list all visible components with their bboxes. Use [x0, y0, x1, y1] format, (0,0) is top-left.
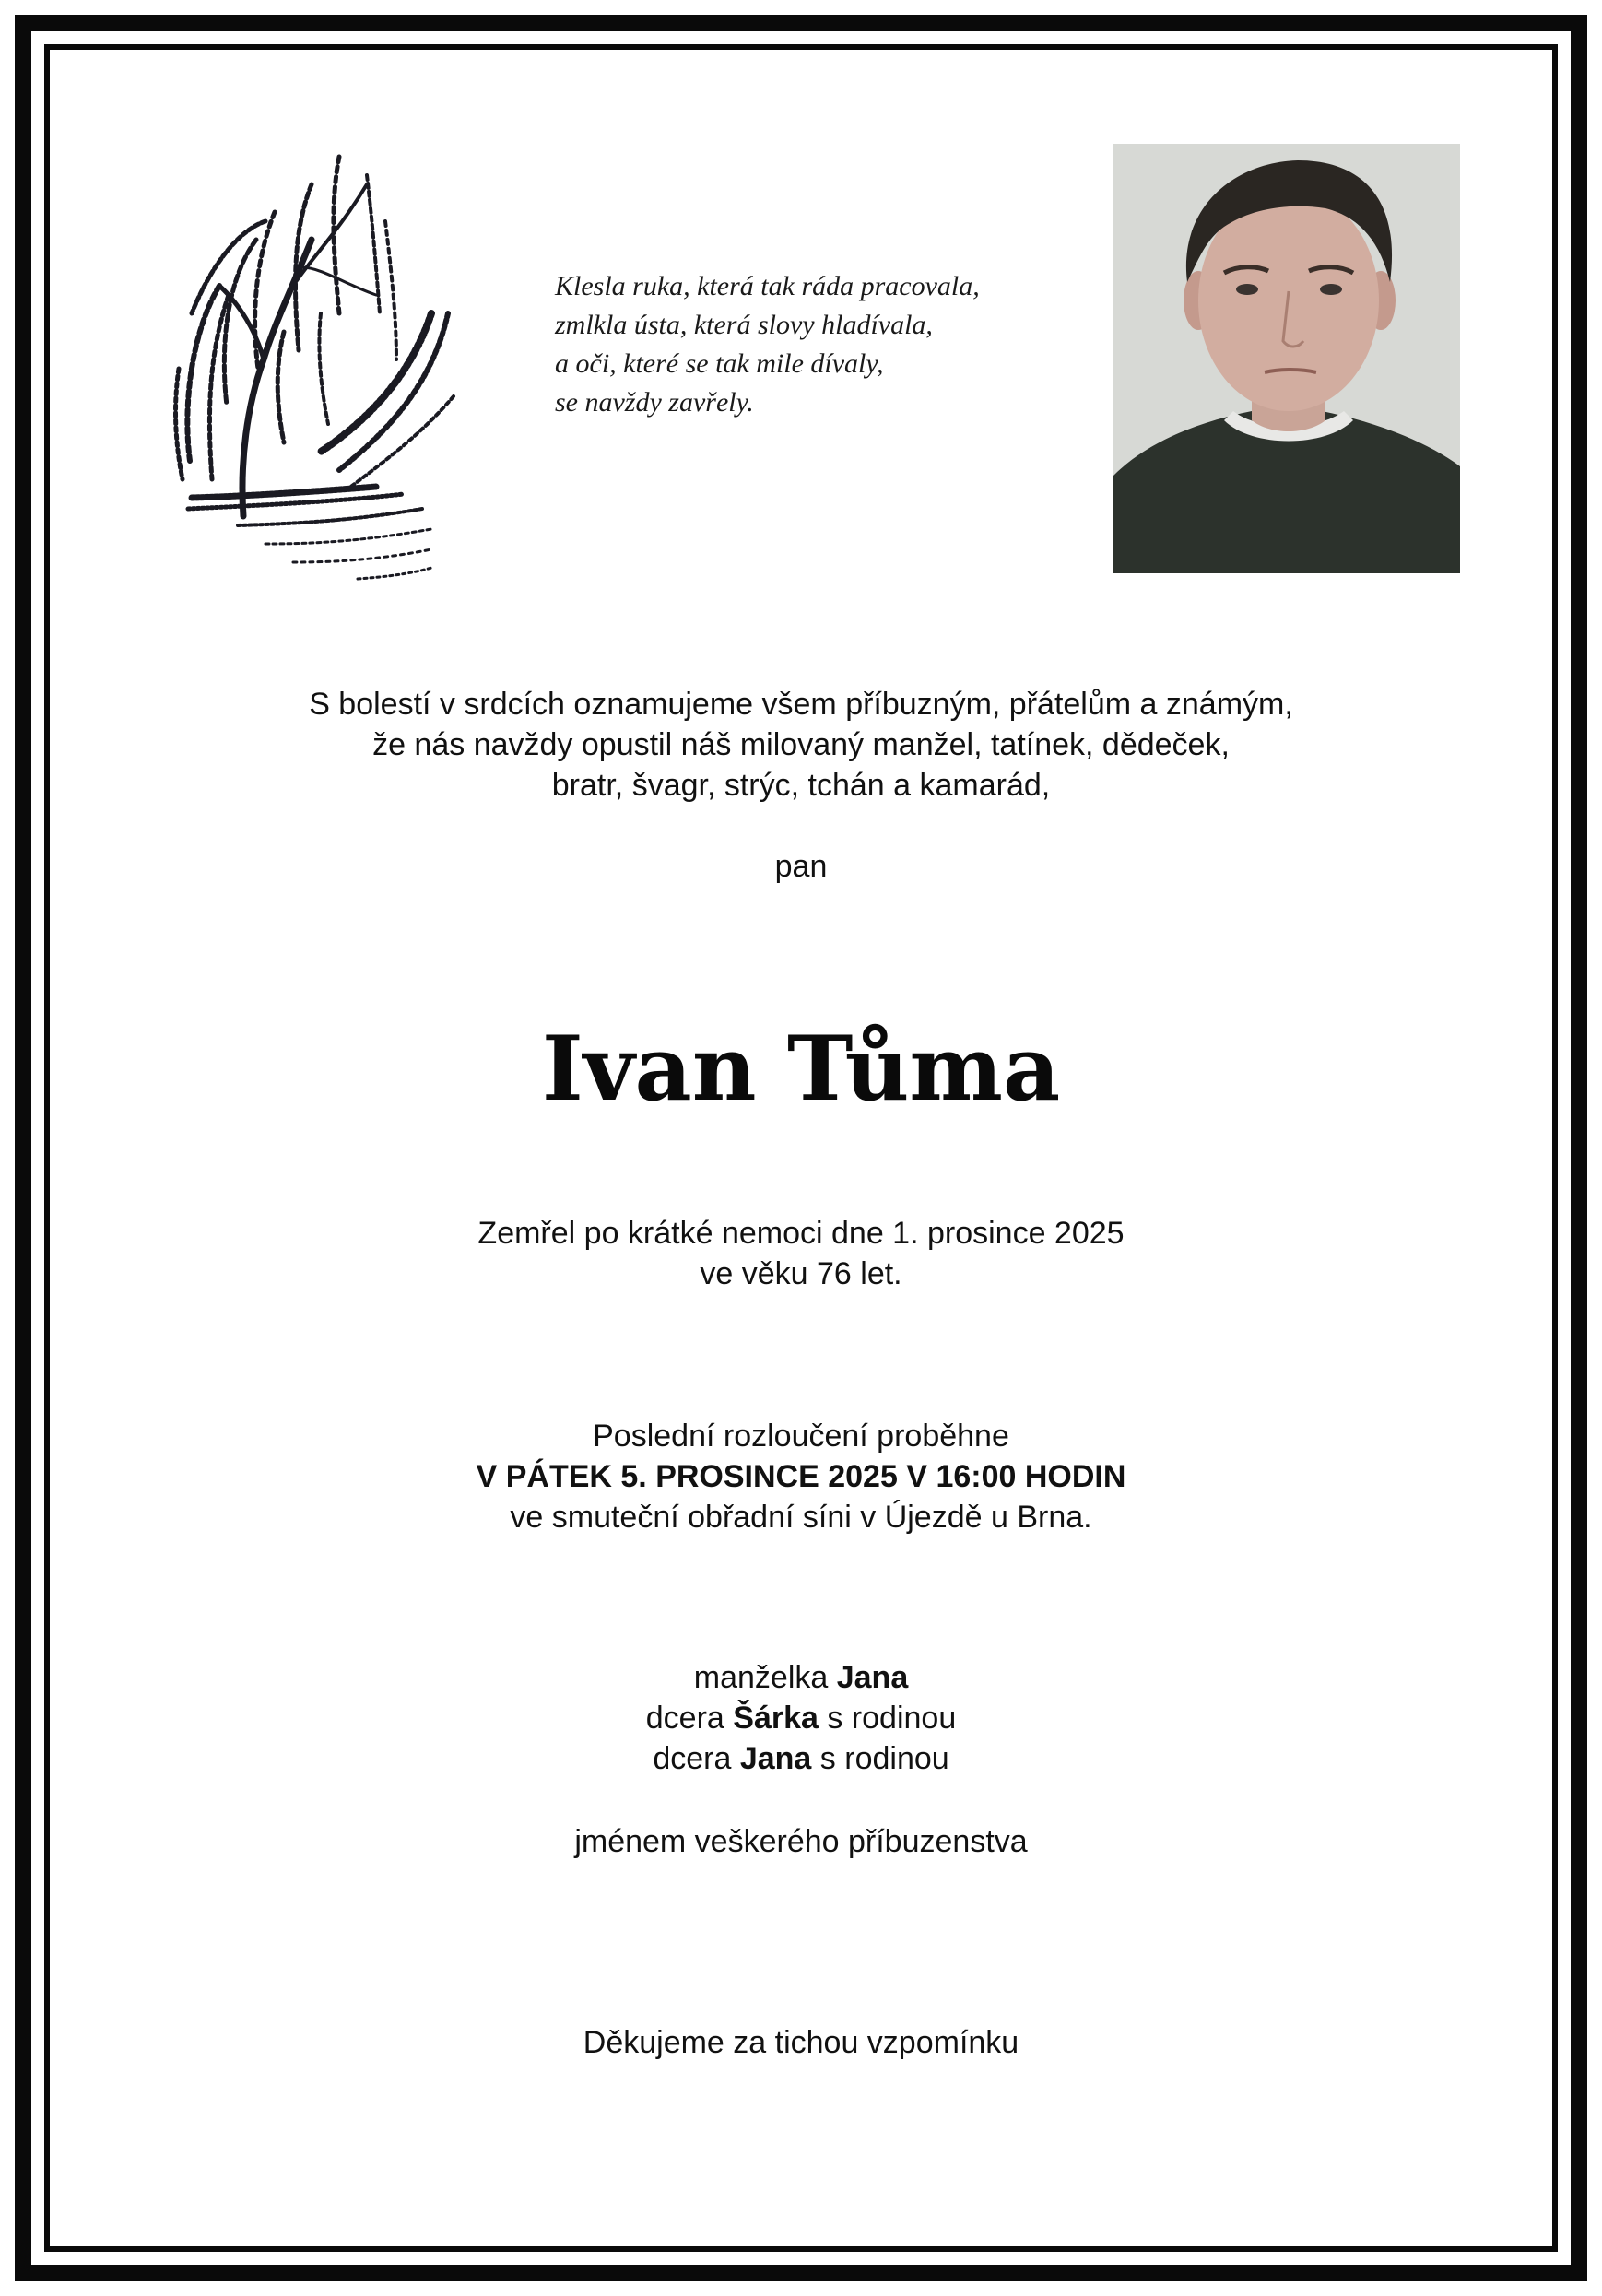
poem-line: a oči, které se tak mile dívaly,	[555, 348, 884, 379]
mourners-list	[50, 1657, 1552, 1779]
honorific: pan	[774, 849, 828, 884]
mourner-name: Šárka	[733, 1701, 819, 1736]
mourner-line	[50, 1738, 1552, 1779]
mourner-suffix: s rodinou	[819, 1741, 949, 1776]
weeping-willow-icon	[155, 129, 479, 590]
farewell-datetime: V PÁTEK 5. PROSINCE 2025 V 16:00 HODIN	[476, 1459, 1126, 1494]
farewell	[50, 1416, 1552, 1537]
announcement-line: S bolestí v srdcích oznamujeme všem příbuzným, přátelům a známým,	[309, 687, 1293, 722]
mourner-relation: manželka	[693, 1660, 829, 1695]
farewell-intro: Poslední rozloučení proběhne	[593, 1419, 1009, 1454]
announcement-line: bratr, švagr, strýc, tchán a kamarád,	[551, 768, 1051, 803]
closing-thanks: Děkujeme za tichou vzpomínku	[583, 2025, 1019, 2060]
announcement-line: že nás navždy opustil náš milovaný manžel, tatínek, dědeček,	[372, 727, 1230, 762]
portrait-photo	[1113, 144, 1460, 573]
farewell-place: ve smuteční obřadní síni v Újezdě u Brna.	[510, 1500, 1092, 1535]
mourner-name: Jana	[739, 1741, 812, 1776]
poem-line: Klesla ruka, která tak ráda pracovala,	[555, 271, 980, 301]
mourner-line	[50, 1657, 1552, 1698]
mourner-relation: dcera	[653, 1741, 732, 1776]
on-behalf-text: jménem veškerého příbuzenstva	[574, 1824, 1028, 1859]
mourner-name: Jana	[836, 1660, 909, 1695]
poem-line: se navždy zavřely.	[555, 387, 754, 418]
mourner-relation: dcera	[645, 1701, 724, 1736]
death-info-line: Zemřel po krátké nemoci dne 1. prosince 2025	[477, 1216, 1125, 1251]
announcement	[50, 684, 1552, 806]
mourner-line	[50, 1698, 1552, 1738]
mourner-suffix: s rodinou	[827, 1701, 957, 1736]
poem-line: zmlkla ústa, která slovy hladívala,	[555, 310, 933, 340]
death-info	[50, 1213, 1552, 1294]
death-info-line: ve věku 76 let.	[700, 1256, 902, 1291]
poem	[555, 267, 1071, 422]
deceased-name: Ivan Tůma	[541, 1017, 1061, 1121]
